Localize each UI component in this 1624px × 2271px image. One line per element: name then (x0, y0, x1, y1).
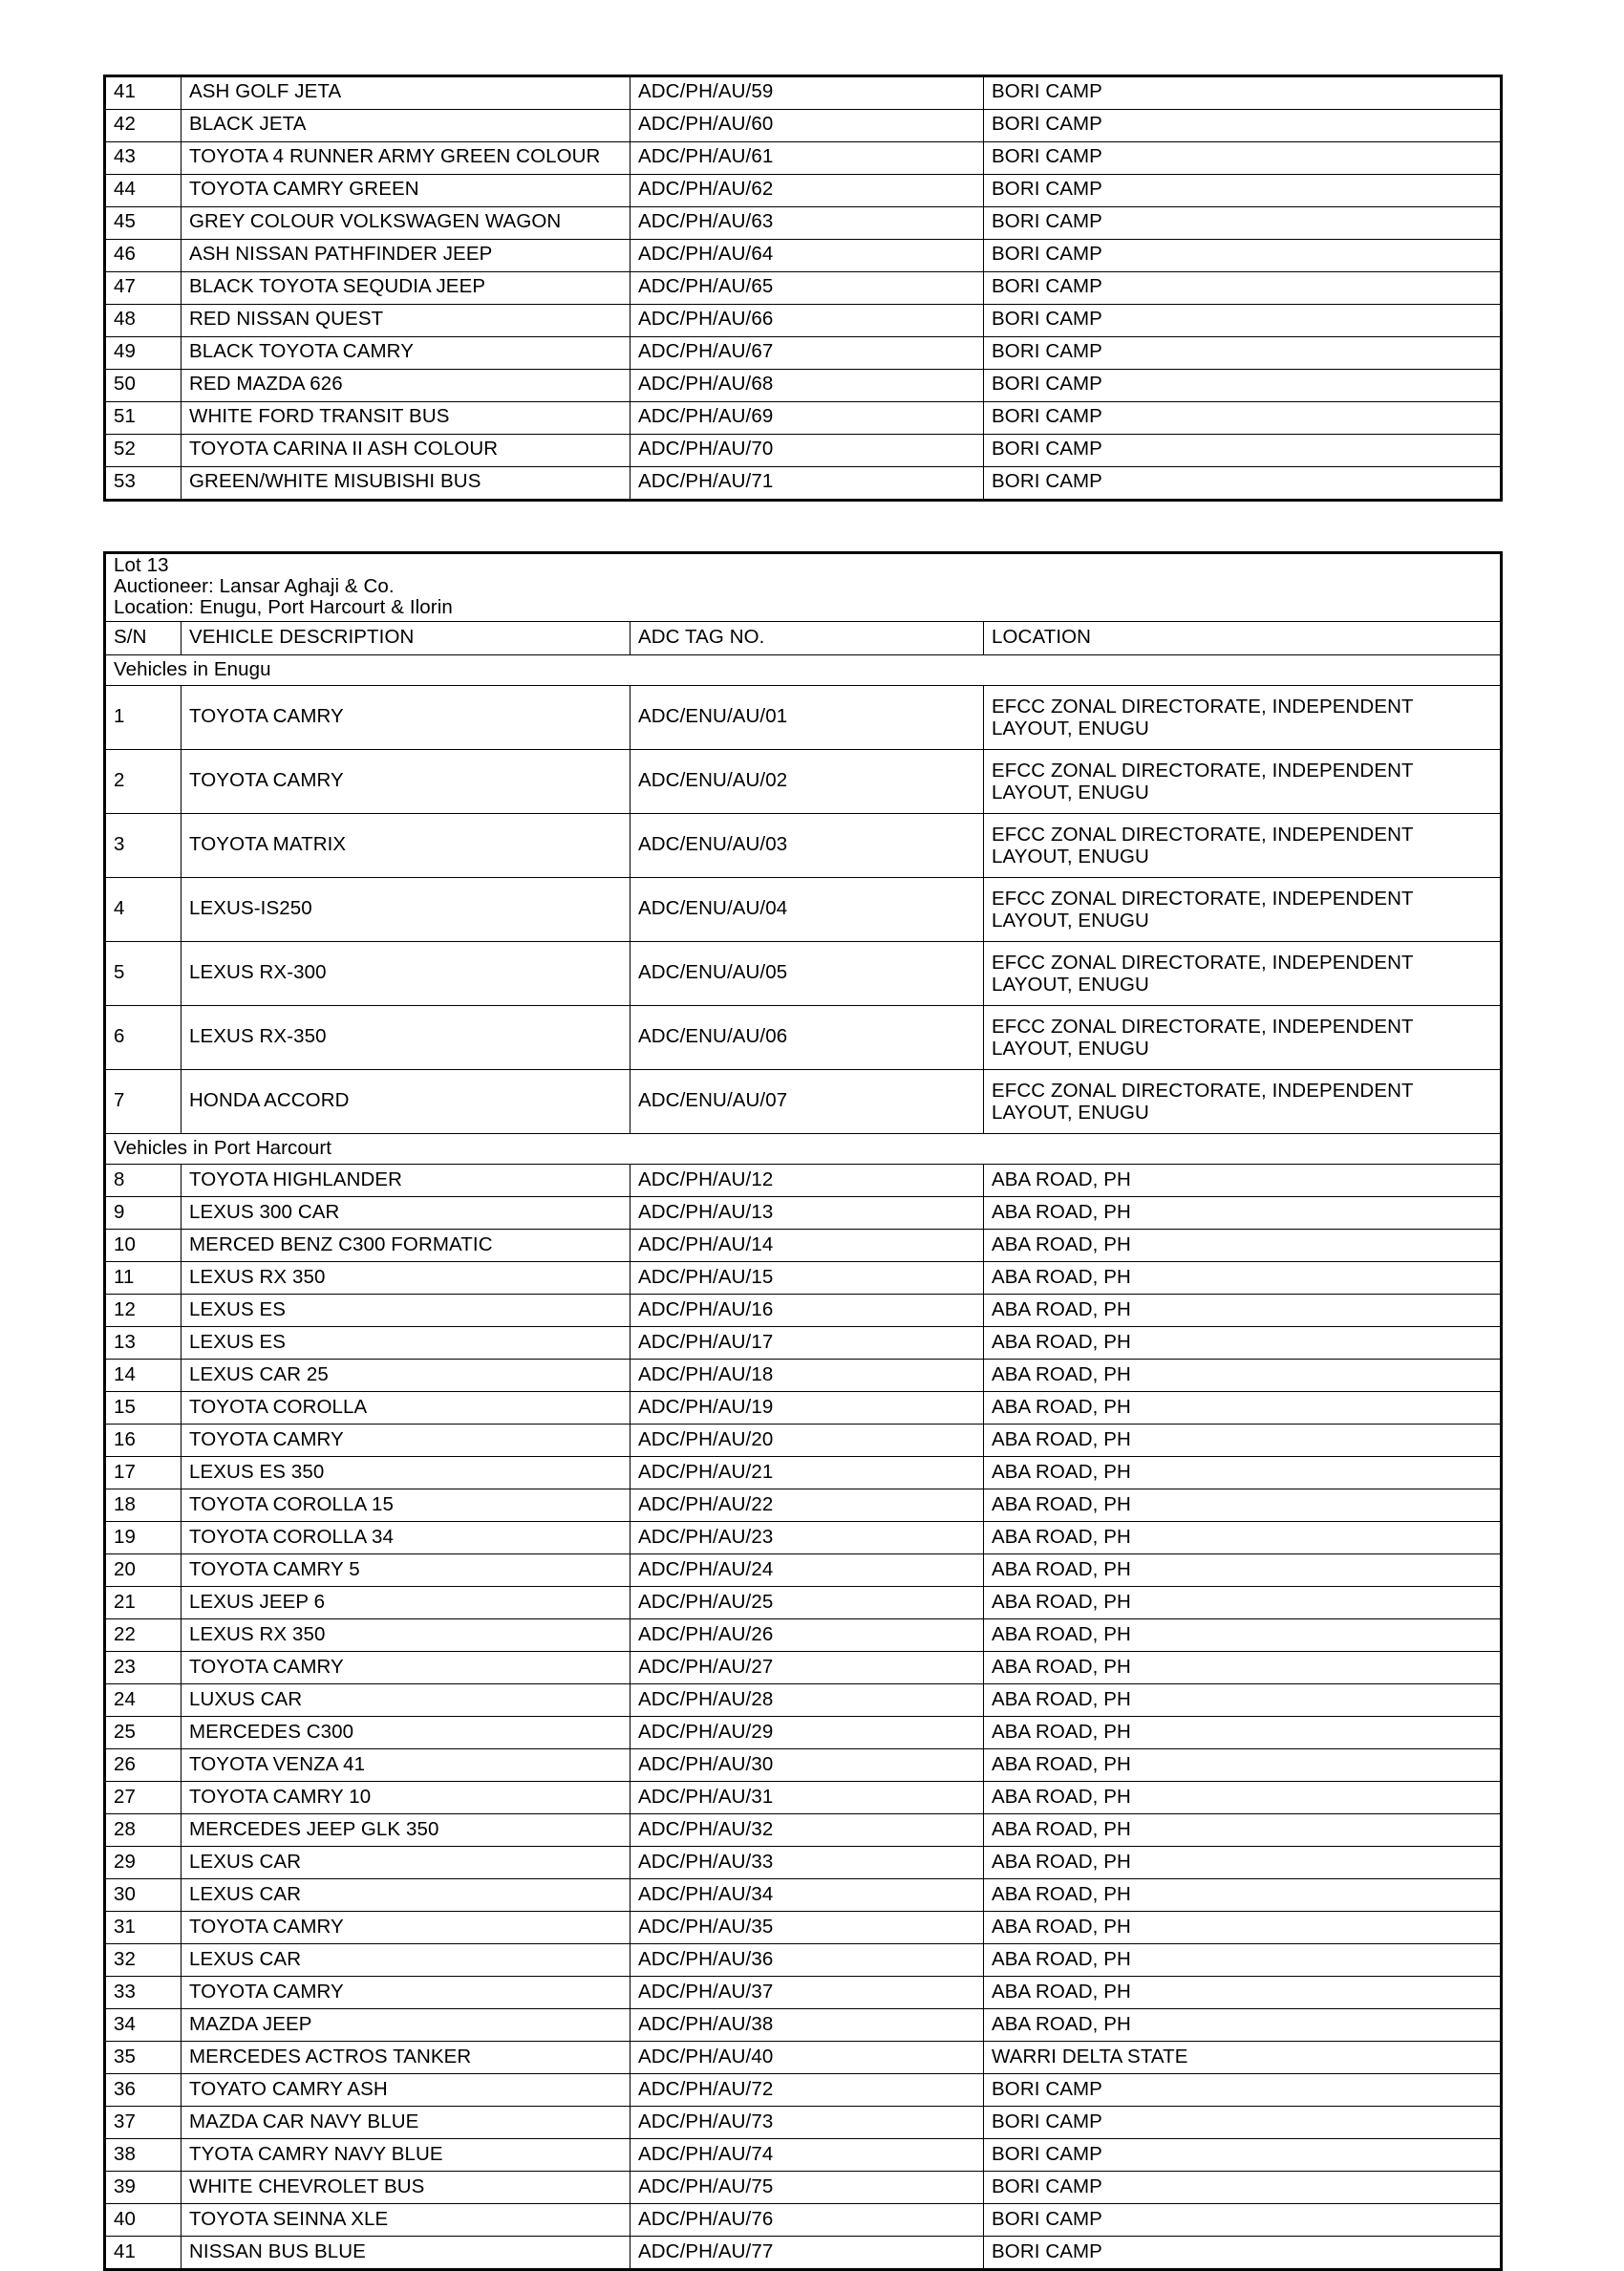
cell-serial-number: 25 (105, 1717, 182, 1749)
cell-vehicle-description: TOYOTA VENZA 41 (182, 1749, 630, 1782)
cell-adc-tag-no: ADC/PH/AU/27 (630, 1652, 984, 1684)
cell-serial-number: 6 (105, 1006, 182, 1070)
cell-serial-number: 7 (105, 1070, 182, 1134)
cell-adc-tag-no: ADC/PH/AU/35 (630, 1912, 984, 1944)
cell-adc-tag-no: ADC/PH/AU/19 (630, 1392, 984, 1425)
cell-vehicle-description: TOYOTA COROLLA 34 (182, 1522, 630, 1554)
cell-serial-number: 1 (105, 686, 182, 750)
cell-location: BORI CAMP (984, 337, 1502, 370)
cell-location: BORI CAMP (984, 435, 1502, 467)
cell-location: BORI CAMP (984, 370, 1502, 402)
cell-serial-number: 10 (105, 1230, 182, 1262)
table-row (105, 1457, 1502, 1489)
table-row (105, 2009, 1502, 2042)
cell-vehicle-description: LEXUS ES (182, 1327, 630, 1360)
cell-location: ABA ROAD, PH (984, 1912, 1502, 1944)
cell-adc-tag-no: ADC/ENU/AU/04 (630, 878, 984, 942)
table-row (105, 1684, 1502, 1717)
lot-number: Lot 13 (114, 554, 169, 576)
cell-serial-number: 17 (105, 1457, 182, 1489)
cell-serial-number: 3 (105, 814, 182, 878)
cell-serial-number: 19 (105, 1522, 182, 1554)
cell-adc-tag-no: ADC/ENU/AU/02 (630, 750, 984, 814)
cell-serial-number: 38 (105, 2139, 182, 2172)
table-row (105, 1652, 1502, 1684)
cell-location: ABA ROAD, PH (984, 1782, 1502, 1814)
cell-adc-tag-no: ADC/ENU/AU/01 (630, 686, 984, 750)
cell-serial-number: 41 (105, 76, 182, 110)
cell-location: EFCC ZONAL DIRECTORATE, INDEPENDENT LAYOUT, ENUGU (984, 1070, 1502, 1134)
cell-location: ABA ROAD, PH (984, 1197, 1502, 1230)
cell-vehicle-description: TOYATO CAMRY ASH (182, 2074, 630, 2107)
table-row (105, 686, 1502, 750)
cell-location: ABA ROAD, PH (984, 2009, 1502, 2042)
cell-vehicle-description: LEXUS 300 CAR (182, 1197, 630, 1230)
cell-location: ABA ROAD, PH (984, 1977, 1502, 2009)
table-row (105, 2204, 1502, 2237)
table-row (105, 337, 1502, 370)
table-row (105, 1944, 1502, 1977)
cell-serial-number: 14 (105, 1360, 182, 1392)
table-row (105, 1977, 1502, 2009)
cell-vehicle-description: LEXUS CAR 25 (182, 1360, 630, 1392)
cell-vehicle-description: TOYOTA CAMRY (182, 1425, 630, 1457)
cell-serial-number: 48 (105, 305, 182, 337)
table-row (105, 1360, 1502, 1392)
cell-location: ABA ROAD, PH (984, 1749, 1502, 1782)
cell-vehicle-description: LEXUS RX-300 (182, 942, 630, 1006)
cell-vehicle-description: MERCEDES JEEP GLK 350 (182, 1814, 630, 1847)
cell-vehicle-description: WHITE FORD TRANSIT BUS (182, 402, 630, 435)
cell-vehicle-description: WHITE CHEVROLET BUS (182, 2172, 630, 2204)
cell-adc-tag-no: ADC/PH/AU/36 (630, 1944, 984, 1977)
table-row (105, 207, 1502, 240)
cell-adc-tag-no: ADC/PH/AU/61 (630, 142, 984, 175)
cell-serial-number: 2 (105, 750, 182, 814)
table-row (105, 814, 1502, 878)
cell-serial-number: 32 (105, 1944, 182, 1977)
cell-adc-tag-no: ADC/PH/AU/72 (630, 2074, 984, 2107)
cell-adc-tag-no: ADC/PH/AU/40 (630, 2042, 984, 2074)
table-row (105, 1262, 1502, 1295)
table-spacer (103, 502, 1521, 551)
cell-adc-tag-no: ADC/PH/AU/73 (630, 2107, 984, 2139)
cell-serial-number: 33 (105, 1977, 182, 2009)
table-row (105, 942, 1502, 1006)
table-row (105, 1847, 1502, 1879)
cell-adc-tag-no: ADC/PH/AU/68 (630, 370, 984, 402)
cell-adc-tag-no: ADC/PH/AU/17 (630, 1327, 984, 1360)
section-header-ph-label: Vehicles in Port Harcourt (105, 1134, 1502, 1165)
cell-vehicle-description: ASH GOLF JETA (182, 76, 630, 110)
table-row (105, 1619, 1502, 1652)
table-row (105, 2139, 1502, 2172)
cell-adc-tag-no: ADC/PH/AU/76 (630, 2204, 984, 2237)
cell-vehicle-description: TOYOTA CAMRY 10 (182, 1782, 630, 1814)
cell-vehicle-description: LEXUS CAR (182, 1847, 630, 1879)
cell-serial-number: 52 (105, 435, 182, 467)
cell-vehicle-description: TOYOTA CAMRY (182, 750, 630, 814)
cell-location: BORI CAMP (984, 272, 1502, 305)
table-row (105, 1197, 1502, 1230)
table-row (105, 1879, 1502, 1912)
cell-serial-number: 35 (105, 2042, 182, 2074)
table-row (105, 1070, 1502, 1134)
cell-adc-tag-no: ADC/PH/AU/15 (630, 1262, 984, 1295)
cell-vehicle-description: BLACK TOYOTA SEQUDIA JEEP (182, 272, 630, 305)
table-row (105, 878, 1502, 942)
table-row (105, 1554, 1502, 1587)
cell-serial-number: 44 (105, 175, 182, 207)
cell-location: BORI CAMP (984, 402, 1502, 435)
cell-location: ABA ROAD, PH (984, 1847, 1502, 1879)
cell-adc-tag-no: ADC/PH/AU/12 (630, 1165, 984, 1197)
cell-adc-tag-no: ADC/PH/AU/32 (630, 1814, 984, 1847)
cell-serial-number: 16 (105, 1425, 182, 1457)
cell-location: ABA ROAD, PH (984, 1587, 1502, 1619)
cell-location: EFCC ZONAL DIRECTORATE, INDEPENDENT LAYOUT, ENUGU (984, 878, 1502, 942)
cell-vehicle-description: LEXUS ES 350 (182, 1457, 630, 1489)
table-row (105, 1814, 1502, 1847)
cell-location: BORI CAMP (984, 76, 1502, 110)
table-row (105, 1425, 1502, 1457)
cell-vehicle-description: TOYOTA CAMRY 5 (182, 1554, 630, 1587)
column-header-tag: ADC TAG NO. (630, 622, 984, 655)
cell-vehicle-description: GREY COLOUR VOLKSWAGEN WAGON (182, 207, 630, 240)
cell-serial-number: 20 (105, 1554, 182, 1587)
cell-adc-tag-no: ADC/PH/AU/71 (630, 467, 984, 501)
cell-vehicle-description: RED MAZDA 626 (182, 370, 630, 402)
table-row (105, 175, 1502, 207)
cell-location: ABA ROAD, PH (984, 1717, 1502, 1749)
cell-adc-tag-no: ADC/PH/AU/29 (630, 1717, 984, 1749)
cell-location: BORI CAMP (984, 2139, 1502, 2172)
cell-vehicle-description: LEXUS ES (182, 1295, 630, 1327)
table-row (105, 1327, 1502, 1360)
table-row (105, 467, 1502, 501)
cell-serial-number: 40 (105, 2204, 182, 2237)
cell-location: BORI CAMP (984, 2204, 1502, 2237)
cell-serial-number: 49 (105, 337, 182, 370)
cell-serial-number: 4 (105, 878, 182, 942)
cell-serial-number: 22 (105, 1619, 182, 1652)
cell-vehicle-description: NISSAN BUS BLUE (182, 2237, 630, 2270)
section-header-port-harcourt (105, 1134, 1502, 1165)
cell-location: BORI CAMP (984, 142, 1502, 175)
cell-adc-tag-no: ADC/ENU/AU/07 (630, 1070, 984, 1134)
cell-location: ABA ROAD, PH (984, 1457, 1502, 1489)
table-row (105, 402, 1502, 435)
cell-vehicle-description: LEXUS RX 350 (182, 1619, 630, 1652)
table-row (105, 1230, 1502, 1262)
table-row (105, 240, 1502, 272)
cell-vehicle-description: TOYOTA SEINNA XLE (182, 2204, 630, 2237)
cell-serial-number: 8 (105, 1165, 182, 1197)
cell-location: BORI CAMP (984, 175, 1502, 207)
table-row (105, 142, 1502, 175)
cell-adc-tag-no: ADC/PH/AU/69 (630, 402, 984, 435)
cell-adc-tag-no: ADC/PH/AU/33 (630, 1847, 984, 1879)
cell-location: ABA ROAD, PH (984, 1392, 1502, 1425)
cell-adc-tag-no: ADC/PH/AU/62 (630, 175, 984, 207)
cell-location: BORI CAMP (984, 240, 1502, 272)
table-row (105, 370, 1502, 402)
cell-vehicle-description: TOYOTA CAMRY (182, 1912, 630, 1944)
table-row (105, 76, 1502, 110)
cell-vehicle-description: LEXUS-IS250 (182, 878, 630, 942)
cell-adc-tag-no: ADC/PH/AU/60 (630, 110, 984, 142)
vehicle-table-continued (103, 75, 1503, 502)
cell-adc-tag-no: ADC/ENU/AU/06 (630, 1006, 984, 1070)
cell-adc-tag-no: ADC/PH/AU/13 (630, 1197, 984, 1230)
table-row (105, 2172, 1502, 2204)
cell-vehicle-description: BLACK TOYOTA CAMRY (182, 337, 630, 370)
cell-serial-number: 37 (105, 2107, 182, 2139)
cell-vehicle-description: MERCEDES C300 (182, 1717, 630, 1749)
cell-vehicle-description: HONDA ACCORD (182, 1070, 630, 1134)
cell-serial-number: 30 (105, 1879, 182, 1912)
cell-adc-tag-no: ADC/PH/AU/24 (630, 1554, 984, 1587)
cell-serial-number: 26 (105, 1749, 182, 1782)
table-row (105, 2237, 1502, 2270)
cell-location: ABA ROAD, PH (984, 1684, 1502, 1717)
cell-location: ABA ROAD, PH (984, 1230, 1502, 1262)
cell-serial-number: 23 (105, 1652, 182, 1684)
table-row (105, 110, 1502, 142)
cell-location: BORI CAMP (984, 2107, 1502, 2139)
cell-adc-tag-no: ADC/PH/AU/23 (630, 1522, 984, 1554)
table-row (105, 2107, 1502, 2139)
cell-serial-number: 50 (105, 370, 182, 402)
cell-vehicle-description: BLACK JETA (182, 110, 630, 142)
cell-serial-number: 39 (105, 2172, 182, 2204)
cell-serial-number: 31 (105, 1912, 182, 1944)
cell-adc-tag-no: ADC/PH/AU/64 (630, 240, 984, 272)
cell-serial-number: 51 (105, 402, 182, 435)
lot-header-row (105, 553, 1502, 622)
cell-serial-number: 11 (105, 1262, 182, 1295)
cell-adc-tag-no: ADC/PH/AU/37 (630, 1977, 984, 2009)
cell-location: BORI CAMP (984, 110, 1502, 142)
cell-adc-tag-no: ADC/PH/AU/59 (630, 76, 984, 110)
cell-adc-tag-no: ADC/PH/AU/31 (630, 1782, 984, 1814)
cell-serial-number: 46 (105, 240, 182, 272)
lot-location: Location: Enugu, Port Harcourt & Ilorin (114, 596, 453, 619)
cell-adc-tag-no: ADC/PH/AU/14 (630, 1230, 984, 1262)
cell-vehicle-description: TOYOTA MATRIX (182, 814, 630, 878)
table-row (105, 1749, 1502, 1782)
table-row (105, 1587, 1502, 1619)
table-row (105, 272, 1502, 305)
cell-vehicle-description: LEXUS CAR (182, 1879, 630, 1912)
cell-vehicle-description: TOYOTA CAMRY (182, 1652, 630, 1684)
cell-adc-tag-no: ADC/PH/AU/77 (630, 2237, 984, 2270)
cell-adc-tag-no: ADC/PH/AU/22 (630, 1489, 984, 1522)
cell-vehicle-description: LEXUS JEEP 6 (182, 1587, 630, 1619)
column-header-description: VEHICLE DESCRIPTION (182, 622, 630, 655)
cell-vehicle-description: ASH NISSAN PATHFINDER JEEP (182, 240, 630, 272)
cell-vehicle-description: MAZDA JEEP (182, 2009, 630, 2042)
cell-adc-tag-no: ADC/PH/AU/21 (630, 1457, 984, 1489)
table-row (105, 1165, 1502, 1197)
cell-serial-number: 18 (105, 1489, 182, 1522)
cell-location: ABA ROAD, PH (984, 1165, 1502, 1197)
cell-serial-number: 21 (105, 1587, 182, 1619)
cell-location: ABA ROAD, PH (984, 1489, 1502, 1522)
table-row (105, 750, 1502, 814)
cell-location: ABA ROAD, PH (984, 1619, 1502, 1652)
cell-vehicle-description: LEXUS RX-350 (182, 1006, 630, 1070)
cell-vehicle-description: LEXUS RX 350 (182, 1262, 630, 1295)
cell-vehicle-description: RED NISSAN QUEST (182, 305, 630, 337)
table-row (105, 1522, 1502, 1554)
table-row (105, 305, 1502, 337)
cell-serial-number: 29 (105, 1847, 182, 1879)
cell-location: ABA ROAD, PH (984, 1295, 1502, 1327)
cell-adc-tag-no: ADC/ENU/AU/03 (630, 814, 984, 878)
cell-adc-tag-no: ADC/PH/AU/18 (630, 1360, 984, 1392)
cell-serial-number: 42 (105, 110, 182, 142)
cell-location: ABA ROAD, PH (984, 1814, 1502, 1847)
cell-location: ABA ROAD, PH (984, 1360, 1502, 1392)
cell-vehicle-description: TOYOTA CAMRY (182, 686, 630, 750)
cell-adc-tag-no: ADC/PH/AU/75 (630, 2172, 984, 2204)
cell-location: BORI CAMP (984, 207, 1502, 240)
cell-location: EFCC ZONAL DIRECTORATE, INDEPENDENT LAYOUT, ENUGU (984, 750, 1502, 814)
cell-adc-tag-no: ADC/PH/AU/74 (630, 2139, 984, 2172)
section-header-enugu-label: Vehicles in Enugu (105, 655, 1502, 686)
cell-adc-tag-no: ADC/PH/AU/38 (630, 2009, 984, 2042)
cell-vehicle-description: MERCED BENZ C300 FORMATIC (182, 1230, 630, 1262)
cell-location: ABA ROAD, PH (984, 1879, 1502, 1912)
cell-adc-tag-no: ADC/PH/AU/20 (630, 1425, 984, 1457)
cell-serial-number: 24 (105, 1684, 182, 1717)
cell-serial-number: 27 (105, 1782, 182, 1814)
cell-vehicle-description: TOYOTA COROLLA (182, 1392, 630, 1425)
lot-auctioneer: Auctioneer: Lansar Aghaji & Co. (114, 575, 395, 598)
cell-adc-tag-no: ADC/PH/AU/30 (630, 1749, 984, 1782)
table-row (105, 1489, 1502, 1522)
cell-location: EFCC ZONAL DIRECTORATE, INDEPENDENT LAYOUT, ENUGU (984, 1006, 1502, 1070)
cell-serial-number: 41 (105, 2237, 182, 2270)
cell-adc-tag-no: ADC/PH/AU/63 (630, 207, 984, 240)
cell-location: ABA ROAD, PH (984, 1327, 1502, 1360)
cell-serial-number: 15 (105, 1392, 182, 1425)
cell-serial-number: 53 (105, 467, 182, 501)
column-header-sn: S/N (105, 622, 182, 655)
cell-adc-tag-no: ADC/PH/AU/26 (630, 1619, 984, 1652)
cell-adc-tag-no: ADC/PH/AU/28 (630, 1684, 984, 1717)
section-header-enugu (105, 655, 1502, 686)
lot-header-cell (105, 553, 1502, 622)
cell-location: EFCC ZONAL DIRECTORATE, INDEPENDENT LAYOUT, ENUGU (984, 942, 1502, 1006)
cell-vehicle-description: TOYOTA CARINA II ASH COLOUR (182, 435, 630, 467)
cell-location: EFCC ZONAL DIRECTORATE, INDEPENDENT LAYOUT, ENUGU (984, 686, 1502, 750)
cell-adc-tag-no: ADC/PH/AU/34 (630, 1879, 984, 1912)
table-row (105, 2042, 1502, 2074)
cell-serial-number: 5 (105, 942, 182, 1006)
cell-adc-tag-no: ADC/PH/AU/70 (630, 435, 984, 467)
cell-adc-tag-no: ADC/ENU/AU/05 (630, 942, 984, 1006)
cell-vehicle-description: MAZDA CAR NAVY BLUE (182, 2107, 630, 2139)
cell-vehicle-description: TOYOTA COROLLA 15 (182, 1489, 630, 1522)
cell-vehicle-description: LUXUS CAR (182, 1684, 630, 1717)
cell-vehicle-description: TOYOTA HIGHLANDER (182, 1165, 630, 1197)
column-header-location: LOCATION (984, 622, 1502, 655)
cell-serial-number: 43 (105, 142, 182, 175)
cell-location: EFCC ZONAL DIRECTORATE, INDEPENDENT LAYOUT, ENUGU (984, 814, 1502, 878)
cell-adc-tag-no: ADC/PH/AU/67 (630, 337, 984, 370)
vehicle-table-lot13 (103, 551, 1503, 2271)
cell-serial-number: 28 (105, 1814, 182, 1847)
cell-location: ABA ROAD, PH (984, 1652, 1502, 1684)
cell-location: BORI CAMP (984, 2237, 1502, 2270)
cell-serial-number: 34 (105, 2009, 182, 2042)
cell-location: ABA ROAD, PH (984, 1554, 1502, 1587)
cell-vehicle-description: MERCEDES ACTROS TANKER (182, 2042, 630, 2074)
cell-adc-tag-no: ADC/PH/AU/65 (630, 272, 984, 305)
cell-location: ABA ROAD, PH (984, 1944, 1502, 1977)
cell-vehicle-description: TOYOTA CAMRY (182, 1977, 630, 2009)
cell-serial-number: 45 (105, 207, 182, 240)
cell-location: ABA ROAD, PH (984, 1522, 1502, 1554)
cell-serial-number: 9 (105, 1197, 182, 1230)
cell-location: ABA ROAD, PH (984, 1262, 1502, 1295)
cell-location: BORI CAMP (984, 2172, 1502, 2204)
cell-vehicle-description: TYOTA CAMRY NAVY BLUE (182, 2139, 630, 2172)
cell-vehicle-description: GREEN/WHITE MISUBISHI BUS (182, 467, 630, 501)
cell-serial-number: 12 (105, 1295, 182, 1327)
cell-adc-tag-no: ADC/PH/AU/66 (630, 305, 984, 337)
table-row (105, 1782, 1502, 1814)
cell-vehicle-description: TOYOTA CAMRY GREEN (182, 175, 630, 207)
table-row (105, 1006, 1502, 1070)
cell-location: BORI CAMP (984, 2074, 1502, 2107)
table-row (105, 1392, 1502, 1425)
cell-adc-tag-no: ADC/PH/AU/25 (630, 1587, 984, 1619)
cell-serial-number: 36 (105, 2074, 182, 2107)
table-row (105, 435, 1502, 467)
cell-vehicle-description: LEXUS CAR (182, 1944, 630, 1977)
cell-location: WARRI DELTA STATE (984, 2042, 1502, 2074)
cell-serial-number: 13 (105, 1327, 182, 1360)
cell-vehicle-description: TOYOTA 4 RUNNER ARMY GREEN COLOUR (182, 142, 630, 175)
column-header-row (105, 622, 1502, 655)
cell-location: BORI CAMP (984, 467, 1502, 501)
cell-serial-number: 47 (105, 272, 182, 305)
table-row (105, 1912, 1502, 1944)
table-row (105, 1717, 1502, 1749)
cell-location: ABA ROAD, PH (984, 1425, 1502, 1457)
table-row (105, 1295, 1502, 1327)
cell-adc-tag-no: ADC/PH/AU/16 (630, 1295, 984, 1327)
cell-location: BORI CAMP (984, 305, 1502, 337)
